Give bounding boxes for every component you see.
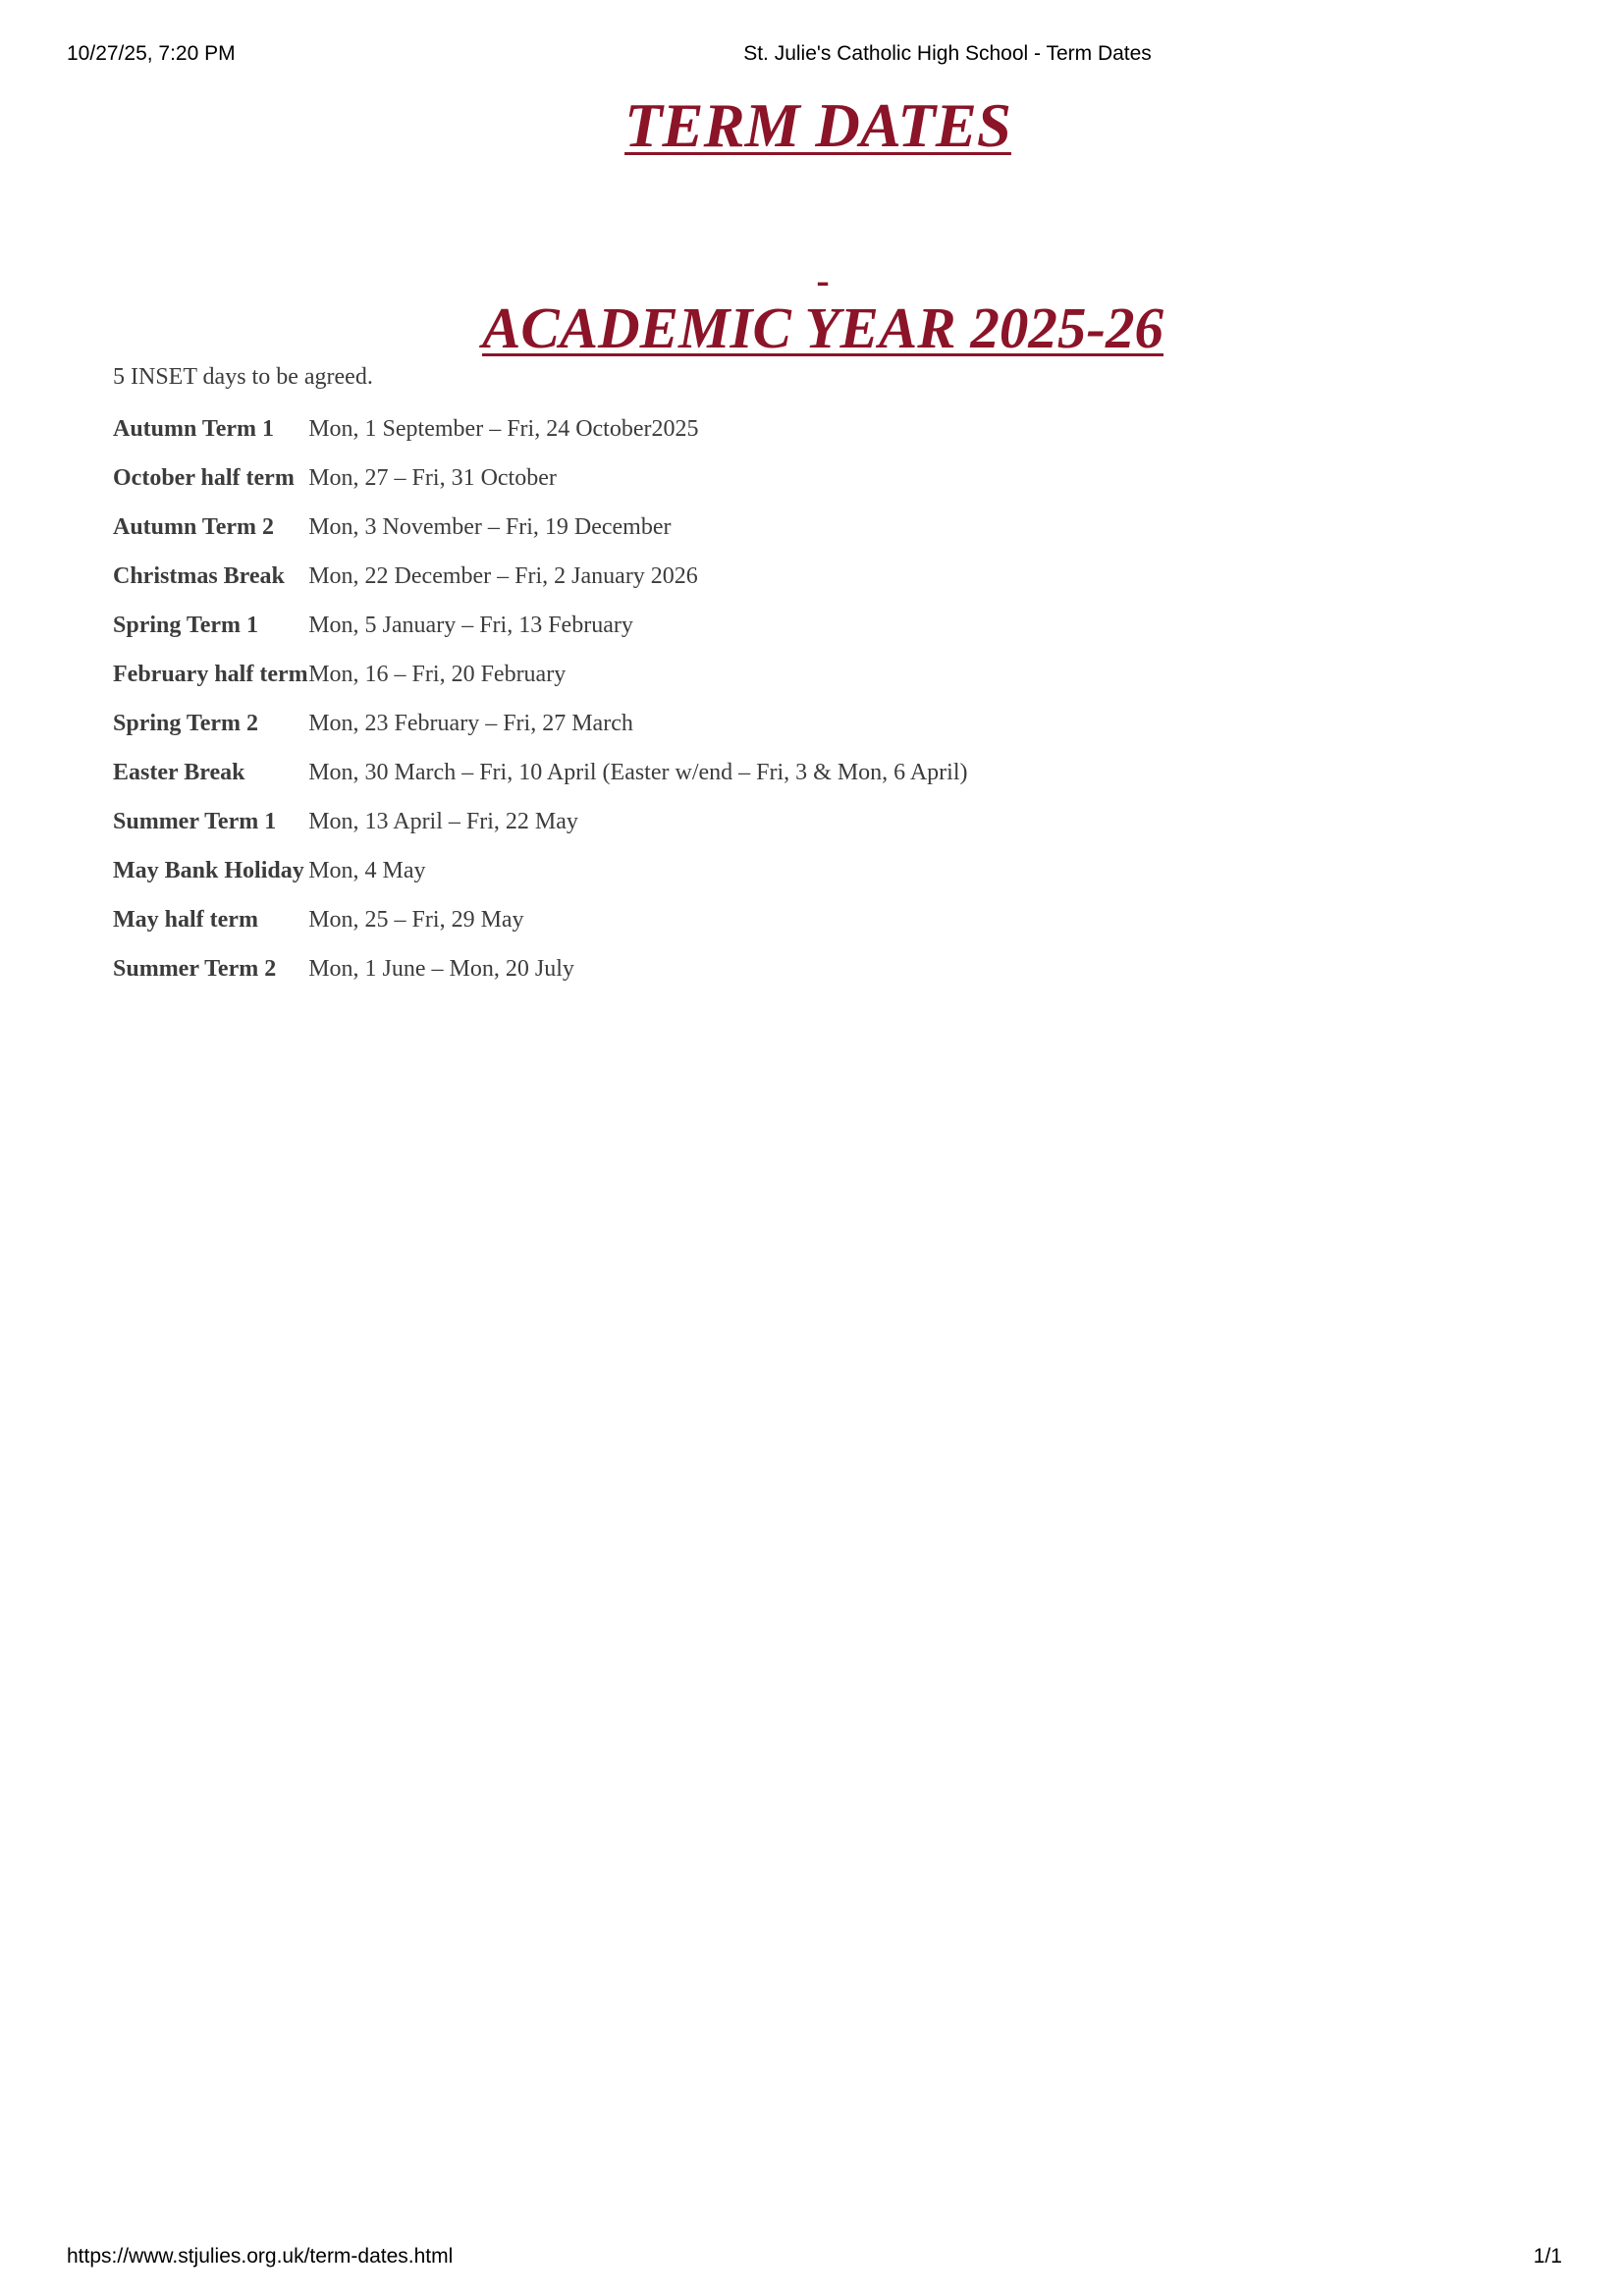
term-name: Easter Break xyxy=(113,760,245,785)
table-row xyxy=(113,756,997,805)
term-dates-table xyxy=(113,412,997,1001)
term-name: Summer Term 2 xyxy=(113,956,277,982)
term-dates: Mon, 1 June – Mon, 20 July xyxy=(308,956,574,982)
table-row xyxy=(113,854,997,903)
table-row xyxy=(113,903,997,952)
term-dates: Mon, 22 December – Fri, 2 January 2026 xyxy=(308,563,698,589)
table-row xyxy=(113,461,997,510)
term-dates: Mon, 25 – Fri, 29 May xyxy=(308,907,524,933)
term-name: Spring Term 2 xyxy=(113,711,259,736)
term-dates: Mon, 13 April – Fri, 22 May xyxy=(308,809,578,834)
term-name: May Bank Holiday xyxy=(113,858,304,883)
term-dates: Mon, 30 March – Fri, 10 April (Easter w/end – Fri, 3 & Mon, 6 April) xyxy=(308,760,968,785)
table-row xyxy=(113,952,997,1001)
term-name: Autumn Term 1 xyxy=(113,416,275,442)
table-row xyxy=(113,510,997,560)
term-name: Christmas Break xyxy=(113,563,285,589)
print-header-datetime: 10/27/25, 7:20 PM xyxy=(67,42,236,65)
term-dates: Mon, 4 May xyxy=(308,858,426,883)
term-dates: Mon, 1 September – Fri, 24 October2025 xyxy=(308,416,699,442)
term-name: May half term xyxy=(113,907,258,933)
term-dates: Mon, 27 – Fri, 31 October xyxy=(308,465,557,491)
print-footer-page-number: 1/1 xyxy=(1533,2245,1562,2268)
table-row xyxy=(113,658,997,707)
page-title: TERM DATES xyxy=(624,91,1011,160)
term-name: February half term xyxy=(113,662,308,687)
term-name: Spring Term 1 xyxy=(113,613,259,638)
term-dates: Mon, 23 February – Fri, 27 March xyxy=(308,711,633,736)
table-row xyxy=(113,560,997,609)
academic-year-heading: ACADEMIC YEAR 2025-26 xyxy=(482,295,1163,360)
term-name: Summer Term 1 xyxy=(113,809,277,834)
term-dates: Mon, 16 – Fri, 20 February xyxy=(308,662,567,687)
print-header-page-title: St. Julie's Catholic High School - Term Dates xyxy=(743,42,1152,65)
term-name: October half term xyxy=(113,465,295,491)
term-dates: Mon, 3 November – Fri, 19 December xyxy=(308,514,672,540)
term-dates: Mon, 5 January – Fri, 13 February xyxy=(308,613,633,638)
heading-dash: - xyxy=(816,258,830,302)
inset-days-note: 5 INSET days to be agreed. xyxy=(113,364,373,390)
table-row xyxy=(113,805,997,854)
term-name: Autumn Term 2 xyxy=(113,514,275,540)
print-footer-url: https://www.stjulies.org.uk/term-dates.html xyxy=(67,2245,454,2268)
table-row xyxy=(113,609,997,658)
table-row xyxy=(113,412,997,461)
table-row xyxy=(113,707,997,756)
